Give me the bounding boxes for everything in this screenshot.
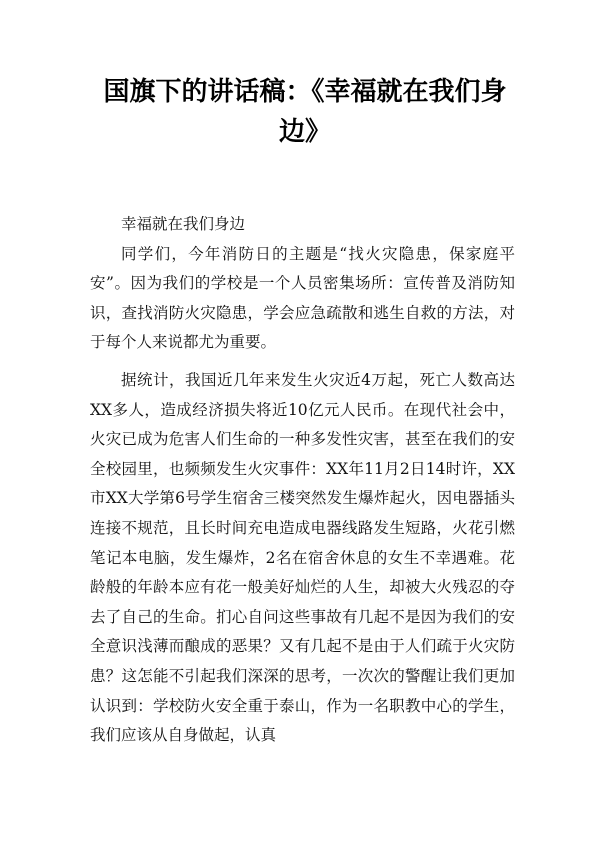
section-heading: 幸福就在我们身边 xyxy=(121,215,246,233)
document-body xyxy=(90,210,515,751)
document-title: 国旗下的讲话稿：《幸福就在我们身边》 xyxy=(103,77,507,147)
paragraph: 同学们，今年消防日的主题是“找火灾隐患，保家庭平安”。因为我们的学校是一个人员密集场所：宣传普及消防知识，查找消防火灾隐患，学会应急疏散和逃生自救的方法，对于每个人来说都尤为重要。 xyxy=(90,244,515,352)
paragraph: 据统计，我国近几年来发生火灾近4万起，死亡人数高达XX多人，造成经济损失将近10亿元人民币。在现代社会中，火灾已成为危害人们生命的一种多发性灾害，甚至在我们的安全校园里，也频频发生火灾事件：XX年11月2日14时许，XX市XX大学第6号学生宿舍三楼突然发生爆炸起火，因电器插头连接不规范，且长时间充电造成电器线路发生短路，火花引燃笔记本电脑，发生爆炸，2名在宿舍休息的女生不幸遇难。花龄般的年龄本应有花一般美好灿烂的人生，却被大火残忍的夺去了自己的生命。扪心自问这些事故有几起不是因为我们的安全意识浅薄而酿成的恶果？又有几起不是由于人们疏于火灾防患？这怎能不引起我们深深的思考，一次次的警醒让我们更加认识到：学校防火安全重于泰山，作为一名职教中心的学生，我们应该从自身做起，认真 xyxy=(90,370,515,745)
